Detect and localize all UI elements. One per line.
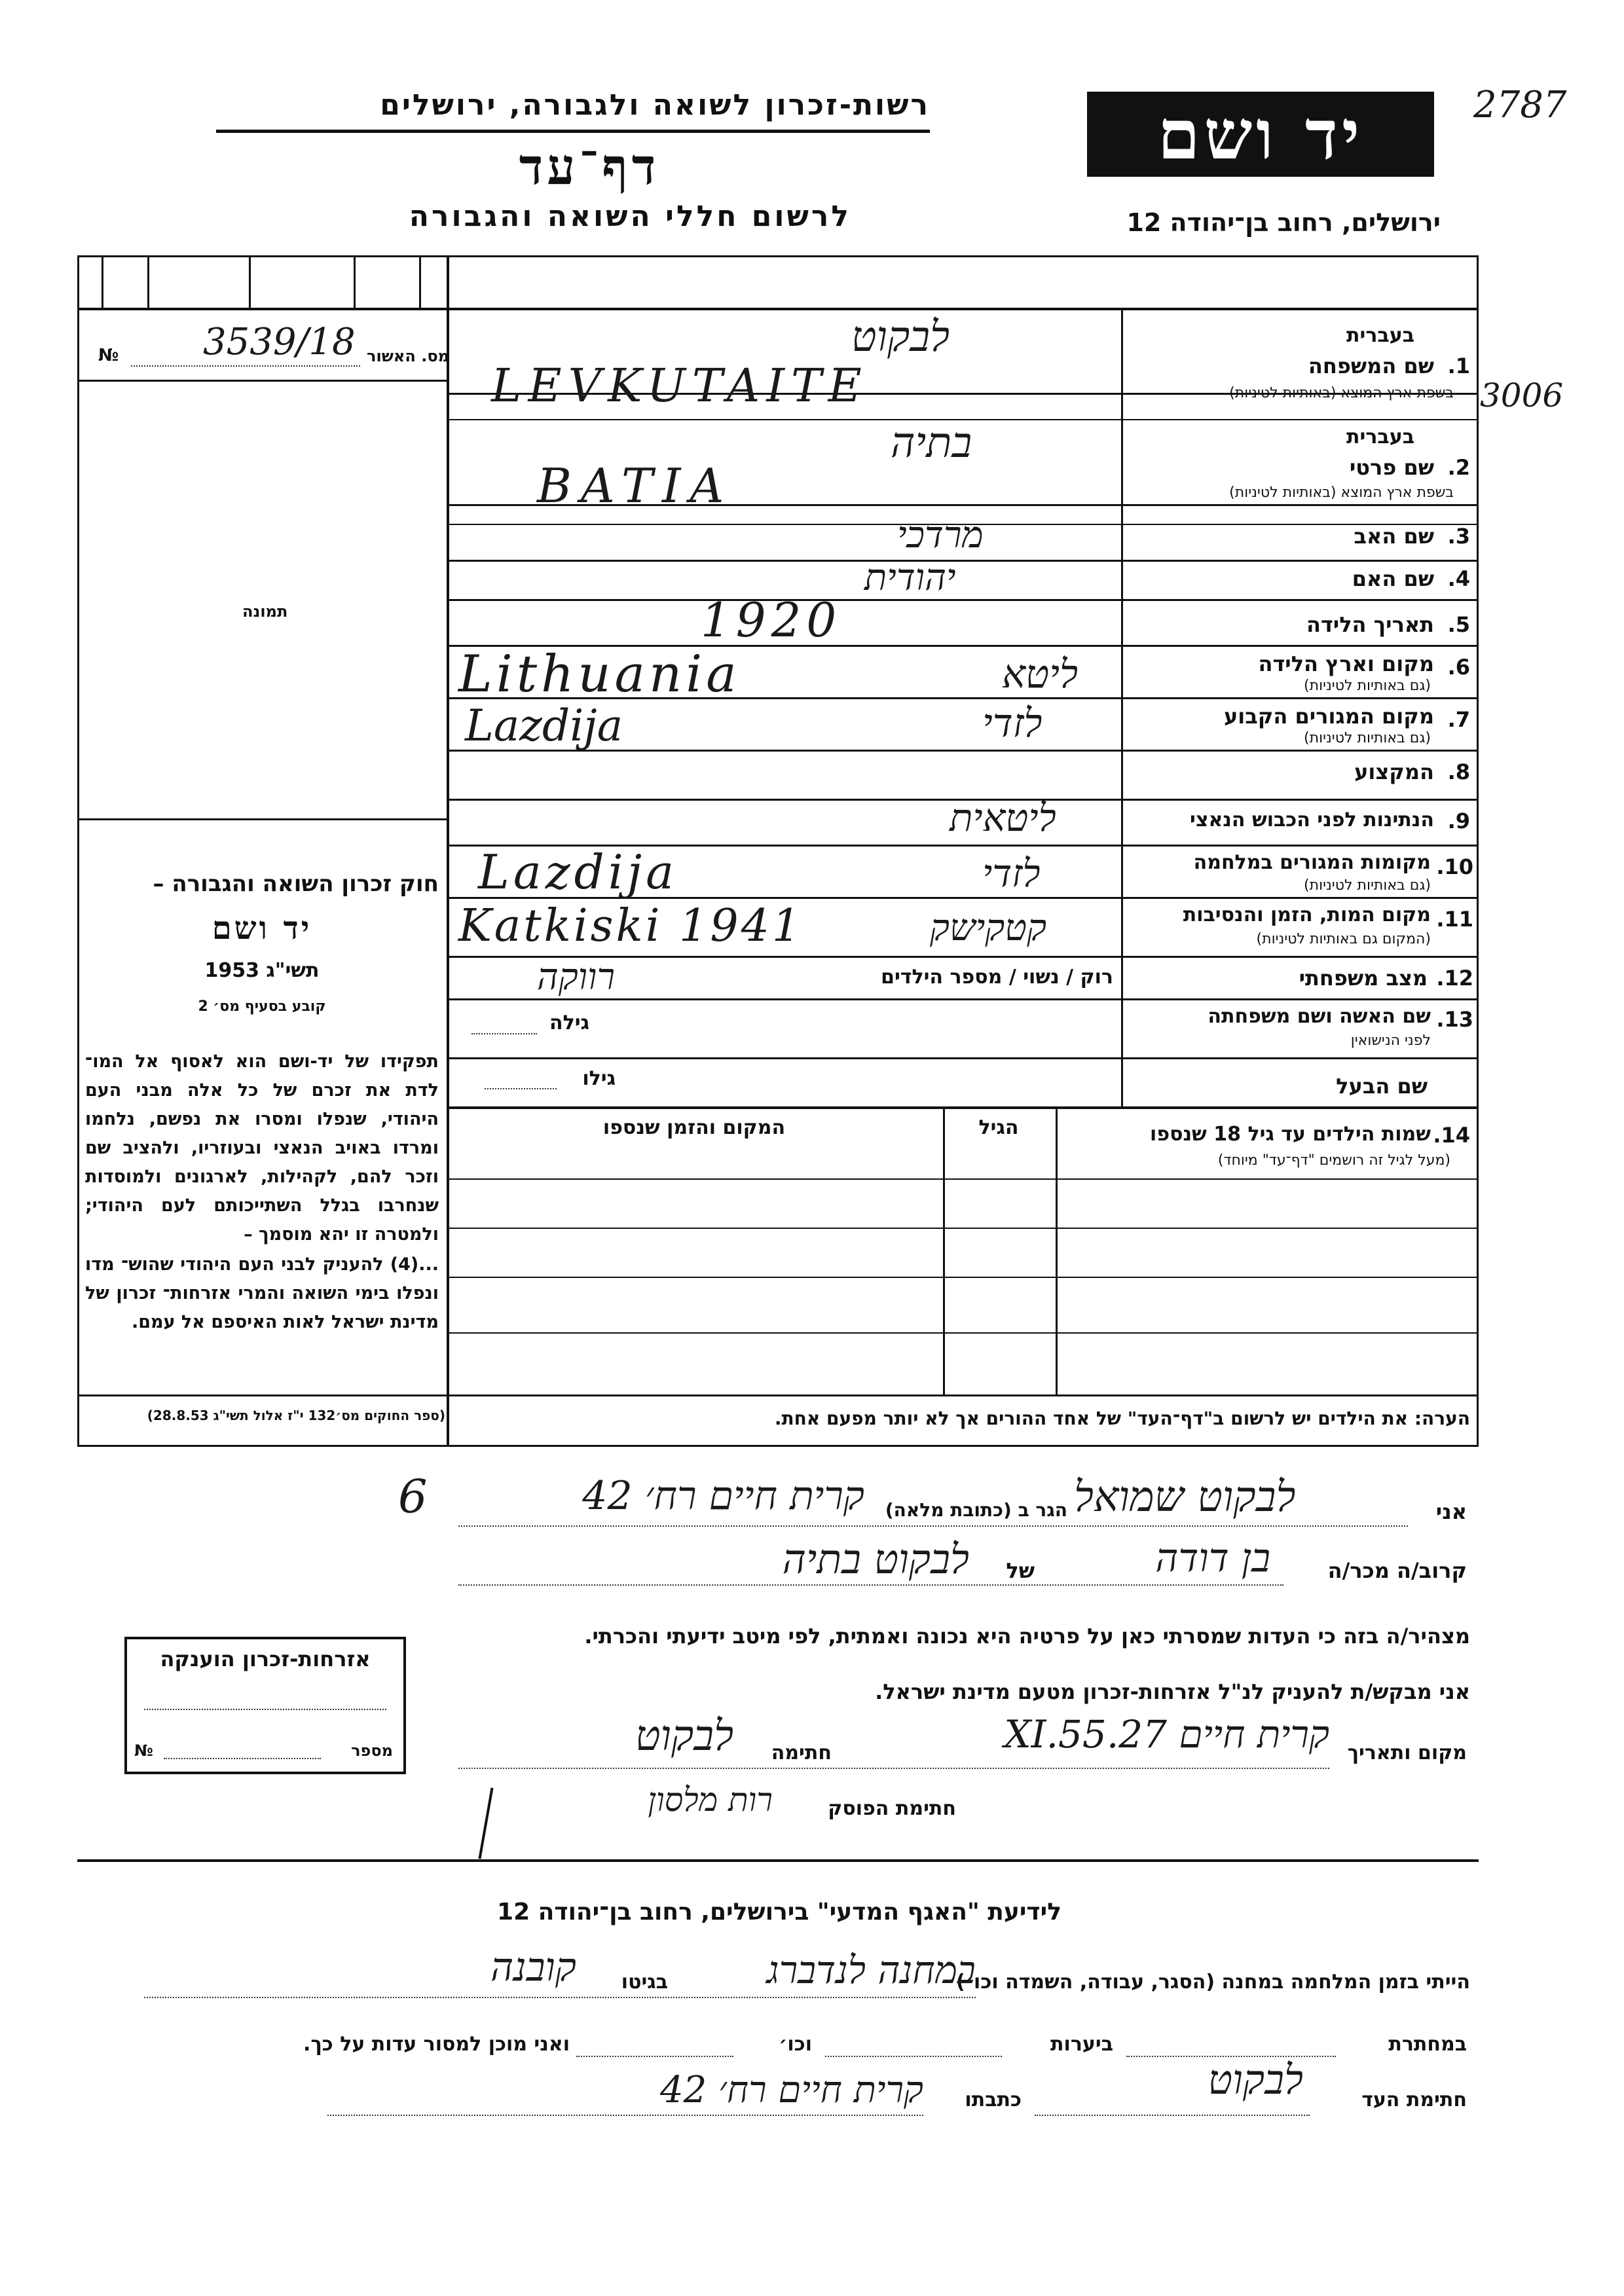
- field-13-age-m: גילו: [582, 1067, 616, 1090]
- field-10-latin: Lazdija: [478, 845, 678, 900]
- law-title: חוק זכרון השואה והגבורה –: [153, 871, 439, 897]
- field-4-label: שם האם: [1352, 566, 1434, 591]
- address: ירושלים, רחוב בן־יהודה 12: [1126, 208, 1441, 237]
- form-subtitle: לרשום חללי השואה והגבורה: [409, 200, 851, 233]
- yad-vashem-logo: [1087, 92, 1434, 177]
- footer-title: לידיעת "האגף המדעי" בירושלים, רחוב בן־יהודה 12: [497, 1899, 1061, 1925]
- law-clause: קובע בסעיף מס׳ 2: [198, 998, 326, 1015]
- field-11-latin: Katkiski 1941: [458, 900, 803, 952]
- children-number: 14.: [1433, 1123, 1470, 1148]
- field-11-number: 11.: [1436, 907, 1473, 932]
- field-6-hebrew: ליטא: [1002, 651, 1079, 697]
- declarant-place-date-label: מקום ותאריך: [1347, 1741, 1467, 1764]
- field-7-hebrew: לזדי: [982, 701, 1043, 746]
- clerk-label: חתימת הפוסק: [828, 1797, 956, 1820]
- law-text-1: תפקידו של יד-ושם הוא לאסוף אל המו־ לדת את זכרם של כל אלה מבני העם היהודי, שנפלו ומסרו את נפשם, נלחמו ומרדו באויב הנאצי ובעוזריו, ולהציב שם וזכר להם, לקהילות, לארגונים ולמוסדות שנחרבו בגלל השתייכותם לעם היהודי; ולמטרה זו יהא מוסמך –: [85, 1051, 439, 1245]
- authority-title: רשות-זכרון לשואה ולגבורה, ירושלים: [380, 88, 930, 122]
- declarant-name: לבקוט שמואל: [1074, 1473, 1296, 1522]
- children-label: שמות הילדים עד גיל 18 שנספו: [1150, 1123, 1431, 1146]
- field-1-hebrew: לבקוט: [851, 313, 950, 361]
- field-12-number: 12.: [1436, 966, 1473, 991]
- memorial-box-number-label: מספר: [351, 1741, 393, 1760]
- footer-divider: [77, 1859, 1479, 1862]
- declarant-address: קרית חיים רח׳ 42: [582, 1473, 864, 1519]
- field-5-label: תאריך הלידה: [1306, 612, 1434, 637]
- footer-ghetto-label: בגיטו: [621, 1971, 668, 1994]
- memorial-box-no: №: [134, 1741, 153, 1760]
- field-7-latin: Lazdija: [465, 701, 623, 751]
- footer-address-label: כתבתו: [965, 2088, 1022, 2111]
- footer-camp-value: במחנה לנדברג: [766, 1948, 976, 1992]
- children-col-age: הגיל: [978, 1116, 1019, 1139]
- clerk-signature: רות מלסון: [648, 1781, 773, 1819]
- law-year: תשי"ג 1953: [204, 959, 320, 982]
- field-3-number: 3.: [1447, 524, 1470, 549]
- field-2-sub: בשפת ארץ המוצא (באותיות לטיניות): [1229, 484, 1454, 501]
- field-10-number: 10.: [1436, 854, 1473, 879]
- footer-ghetto-value: קובנה: [490, 1944, 576, 1990]
- field-2-tag: בעברית: [1346, 426, 1414, 448]
- declarant-place-date: קרית חיים 27.XI.55: [1004, 1712, 1329, 1757]
- corner-number: 2787: [1473, 84, 1567, 126]
- field-13-number: 13.: [1436, 1007, 1473, 1032]
- footer-camp-label: הייתי בזמן המלחמה במחנה (הסגר, עבודה, השמדה וכו׳): [956, 1971, 1470, 1994]
- law-name: יד ושם: [212, 910, 312, 947]
- footer-witness-sig-label: חתימת העד: [1361, 2088, 1467, 2111]
- footer-forest-label: ביערות: [1050, 2033, 1113, 2056]
- children-sub: (מעל לגיל זה רושמים "דף־עד" מיוחד): [1217, 1152, 1450, 1169]
- label-col-divider: [1121, 308, 1123, 1106]
- top-strip-line: [77, 308, 1479, 310]
- field-11-label: מקום המות, הזמן והנסיבות: [1183, 903, 1431, 926]
- declarant-relative-of: לבקוט בתיה: [782, 1535, 969, 1583]
- field-9-number: 9.: [1447, 809, 1470, 833]
- field-3-value: מרדכי: [897, 514, 984, 556]
- law-source: (ספר החוקים מס׳132 י"ז אלול תשי"ג 28.8.53): [147, 1408, 445, 1423]
- field-12-extra: רוק / נשוי / מספר הילדים: [881, 966, 1113, 989]
- field-13-age-f: גילה: [549, 1011, 589, 1034]
- field-8-label: המקצוע: [1354, 759, 1434, 784]
- declarant-statement: מצהיר/ה בזה כי העדות שמסרתי כאן על פרטיה היא נכונה ואמתית, לפי מיטב ידיעתי והכרתי.: [584, 1624, 1470, 1649]
- declarant-relative-label: קרוב/ה מכר/ה: [1327, 1558, 1467, 1583]
- field-4-number: 4.: [1447, 566, 1470, 591]
- field-4-value: יהודית: [864, 556, 956, 599]
- field-6-latin: Lithuania: [458, 645, 741, 704]
- declarant-signature-label: חתימה: [771, 1741, 832, 1764]
- footer-address-value: קרית חיים רח׳ 42: [659, 2069, 923, 2111]
- logo-text: יד ושם: [1157, 94, 1364, 175]
- field-10-label: מקומות המגורים במלחמה: [1193, 851, 1431, 874]
- field-7-sub: (גם באותיות לטיניות): [1304, 730, 1431, 746]
- form-title: דף־עד: [519, 137, 660, 196]
- field-1-number: 1.: [1447, 354, 1470, 378]
- field-9-value: ליטאית: [950, 795, 1056, 840]
- field-5-value: 1920: [701, 592, 842, 647]
- field-1-label: שם המשפחה: [1308, 354, 1434, 378]
- field-13-sub: לפני הנישואין: [1350, 1032, 1431, 1049]
- field-3-label: שם האב: [1354, 524, 1434, 549]
- footer-partisan-label: במחתרת: [1388, 2033, 1467, 2056]
- field-1-sub: בשפת ארץ המוצא (באותיות לטיניות): [1229, 385, 1454, 401]
- field-13-label: שם האשה ושם משפחתה: [1208, 1005, 1431, 1028]
- field-6-sub: (גם באותיות לטיניות): [1304, 678, 1431, 694]
- declarant-signature: לבקוט: [635, 1712, 733, 1760]
- footer-ready-label: ואני מוכן למסור עדות על כך.: [303, 2033, 570, 2056]
- field-9-label: הנתינות לפני הכבוש הנאצי: [1190, 809, 1434, 831]
- field-2-label: שם פרטי: [1349, 455, 1434, 480]
- field-12-value: רווקה: [537, 956, 615, 998]
- declarant-request: אני מבקש/ת להעניק לנ"ל אזרחות-זכרון מטעם מדינת ישראל.: [875, 1679, 1470, 1704]
- approval-no-sign: №: [98, 346, 119, 365]
- footer-witness-sig: לבקוט: [1208, 2056, 1303, 2104]
- law-text-2: ...(4) להעניק לבני העם היהודי שהוש־ מדו ונפלו בימי השואה והמרי אזרחות־ זכרון של מדינת ישראל לאות האיספם אל עמם.: [85, 1254, 439, 1332]
- declarant-margin-mark: 6: [398, 1470, 428, 1523]
- photo-label: תמונה: [242, 602, 288, 621]
- declarant-resides-label: הגר ב (כתובת מלאה): [885, 1499, 1067, 1521]
- field-11-hebrew: קטקישק: [930, 907, 1047, 949]
- field-1-tag: בעברית: [1346, 324, 1414, 347]
- field-2-number: 2.: [1447, 455, 1470, 480]
- declarant-of-label: של: [1006, 1558, 1035, 1583]
- field-2-latin: BATIA: [537, 458, 733, 513]
- field-13-husband: שם הבעל: [1336, 1074, 1428, 1099]
- side-number: 3006: [1480, 376, 1564, 414]
- field-7-number: 7.: [1447, 707, 1470, 732]
- memorial-box-title: אזרחות-זכרון הוענקה: [160, 1647, 371, 1671]
- field-10-sub: (גם באותיות לטיניות): [1304, 877, 1431, 894]
- field-7-label: מקום המגורים הקבוע: [1223, 704, 1434, 729]
- left-col-divider: [447, 255, 449, 1447]
- field-6-number: 6.: [1447, 655, 1470, 680]
- approval-label: מס. האשור: [367, 347, 449, 365]
- field-1-latin: LEVKUTAITE: [491, 359, 868, 412]
- field-10-hebrew: לזדי: [982, 851, 1041, 896]
- children-col-place: המקום והזמן שנספו: [602, 1116, 786, 1139]
- approval-number: 3539/18: [203, 321, 356, 363]
- field-2-hebrew: בתיה: [891, 419, 972, 467]
- footer-etc-label: וכו׳: [779, 2033, 812, 2056]
- field-5-number: 5.: [1447, 612, 1470, 637]
- note-text: הערה: את הילדים יש לרשום ב"דף־העד" של אחד ההורים אך לא יותר מפעם אחת.: [774, 1408, 1470, 1429]
- declarant-i-label: אני: [1435, 1499, 1467, 1524]
- field-12-label: מצב משפחתי: [1299, 966, 1428, 991]
- field-6-label: מקום וארץ הלידה: [1258, 651, 1434, 676]
- field-11-sub: (המקום גם באותיות לטיניות): [1256, 931, 1431, 947]
- declarant-relation: בן דודה: [1155, 1535, 1270, 1581]
- header-underline: [216, 130, 930, 133]
- field-8-number: 8.: [1447, 759, 1470, 784]
